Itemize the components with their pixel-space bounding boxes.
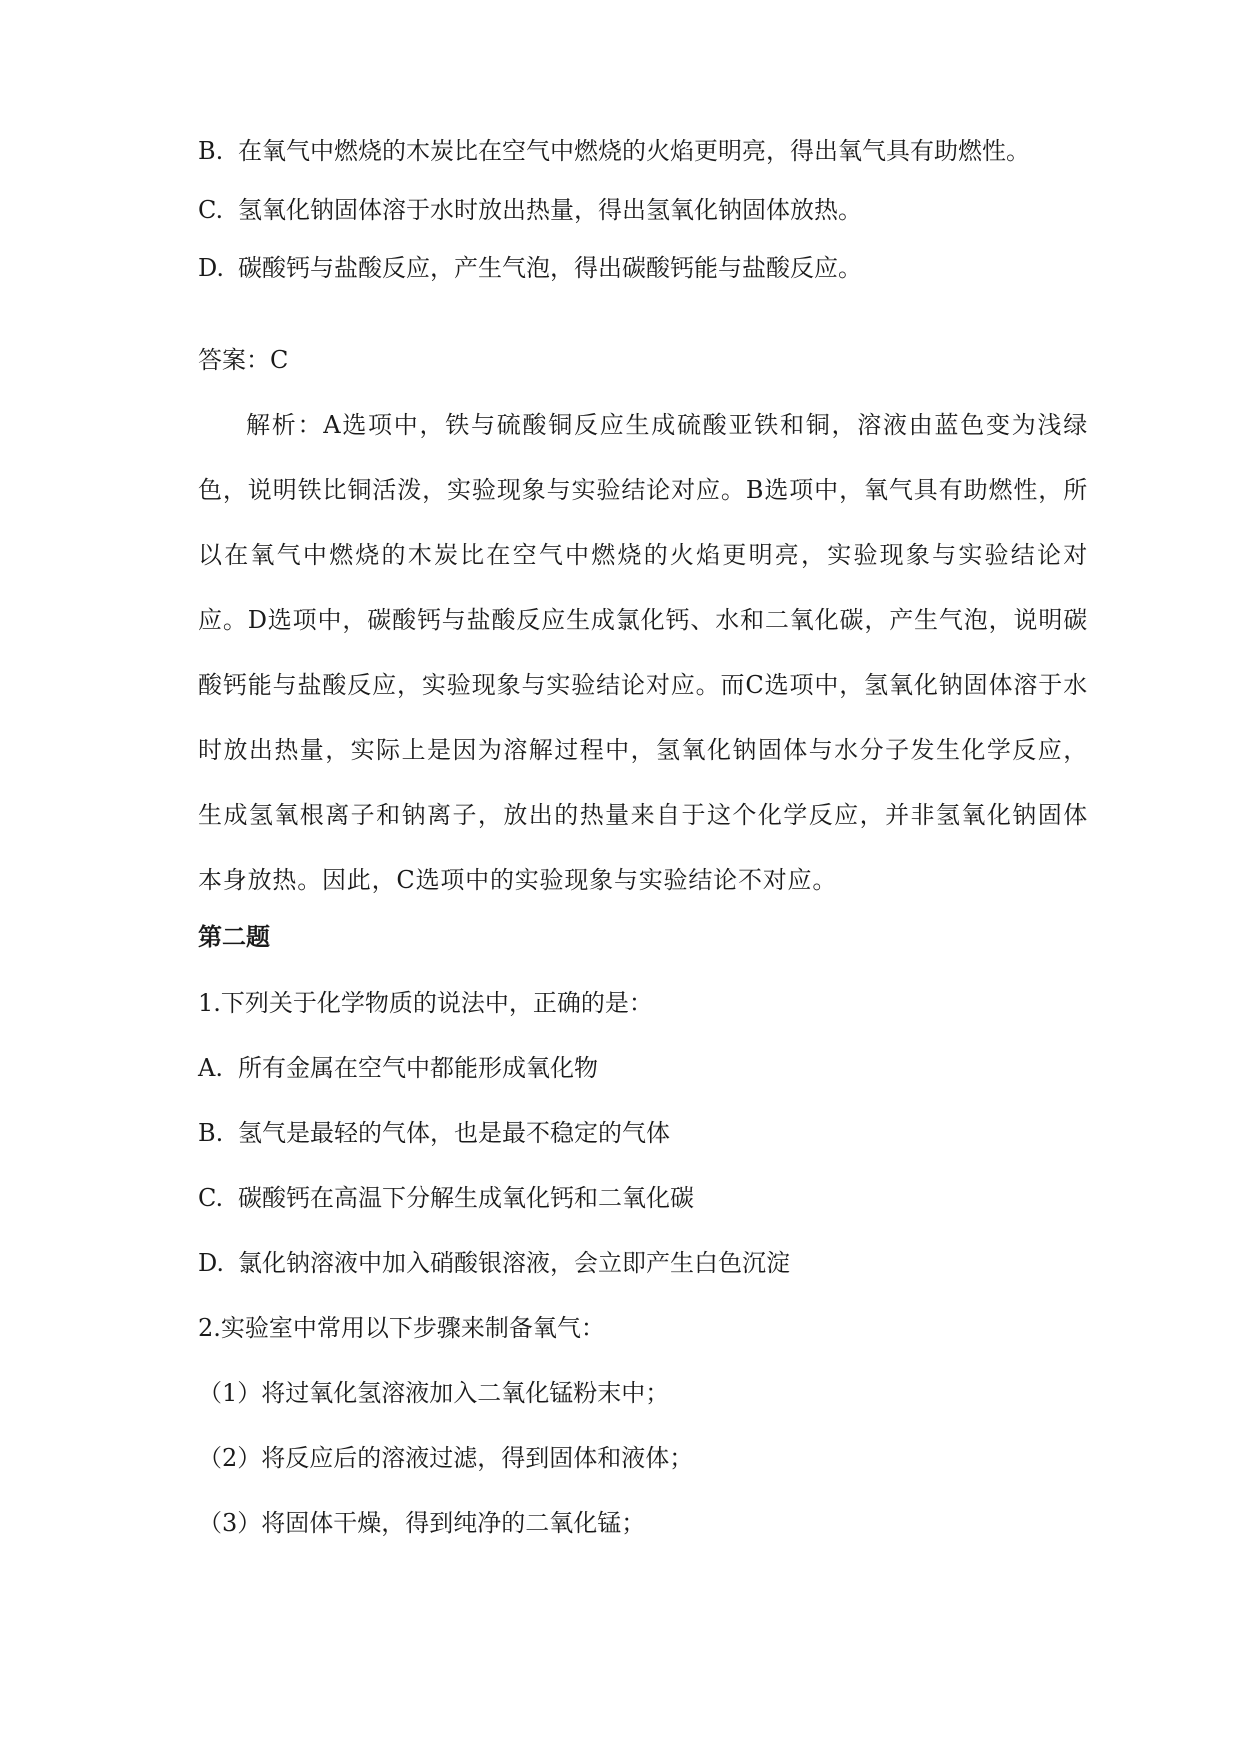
q3-step-3: （3）将固体干燥，得到纯净的二氧化锰； bbox=[198, 1509, 646, 1537]
answer-text: 答案：C bbox=[198, 346, 289, 374]
q2-option-c bbox=[198, 1183, 694, 1213]
option-letter: C. bbox=[198, 196, 224, 224]
q1-option-b bbox=[198, 136, 1030, 166]
q2-option-a bbox=[198, 1053, 598, 1083]
option-text: 氯化钠溶液中加入硝酸银溶液，会立即产生白色沉淀 bbox=[238, 1249, 790, 1277]
answer-line bbox=[198, 345, 288, 375]
analysis-paragraph: 解析：A选项中，铁与硫酸铜反应生成硫酸亚铁和铜，溶液由蓝色变为浅绿色，说明铁比铜活泼，实验现象与实验结论对应。B选项中，氧气具有助燃性，所以在氧气中燃烧的木炭比在空气中燃烧的火焰更明亮，实验现象与实验结论对应。D选项中，碳酸钙与盐酸反应生成氯化钙、水和二氧化碳，产生气泡，说明碳酸钙能与盐酸反应，实验现象与实验结论对应。而C选项中，氢氧化钠固体溶于水时放出热量，实际上是因为溶解过程中，氢氧化钠固体与水分子发生化学反应，生成氢氧根离子和钠离子，放出的热量来自于这个化学反应，并非氢氧化钠固体本身放热。因此，C选项中的实验现象与实验结论不对应。 bbox=[198, 411, 1088, 894]
option-letter: C. bbox=[198, 1184, 224, 1212]
q2-stem: 1.下列关于化学物质的说法中，正确的是： bbox=[198, 989, 653, 1017]
q2-option-d bbox=[198, 1248, 790, 1278]
option-letter: D. bbox=[198, 254, 225, 282]
option-text: 氢气是最轻的气体，也是最不稳定的气体 bbox=[238, 1119, 670, 1147]
option-text: 所有金属在空气中都能形成氧化物 bbox=[238, 1054, 598, 1082]
q3-step-1: （1）将过氧化氢溶液加入二氧化锰粉末中； bbox=[198, 1379, 670, 1407]
section-title: 第二题 bbox=[198, 922, 270, 951]
q1-option-d bbox=[198, 253, 862, 283]
option-text: 氢氧化钠固体溶于水时放出热量，得出氢氧化钠固体放热。 bbox=[238, 196, 862, 224]
option-letter: B. bbox=[198, 137, 224, 165]
option-letter: B. bbox=[198, 1119, 224, 1147]
option-text: 在氧气中燃烧的木炭比在空气中燃烧的火焰更明亮，得出氧气具有助燃性。 bbox=[238, 137, 1030, 165]
q2-option-b bbox=[198, 1118, 670, 1148]
q1-option-c bbox=[198, 195, 862, 225]
option-letter: D. bbox=[198, 1249, 225, 1277]
q3-stem: 2.实验室中常用以下步骤来制备氧气： bbox=[198, 1314, 605, 1342]
option-text: 碳酸钙与盐酸反应，产生气泡，得出碳酸钙能与盐酸反应。 bbox=[238, 254, 862, 282]
option-text: 碳酸钙在高温下分解生成氧化钙和二氧化碳 bbox=[238, 1184, 694, 1212]
option-letter: A. bbox=[198, 1054, 223, 1082]
q3-step-2: （2）将反应后的溶液过滤，得到固体和液体； bbox=[198, 1444, 694, 1472]
